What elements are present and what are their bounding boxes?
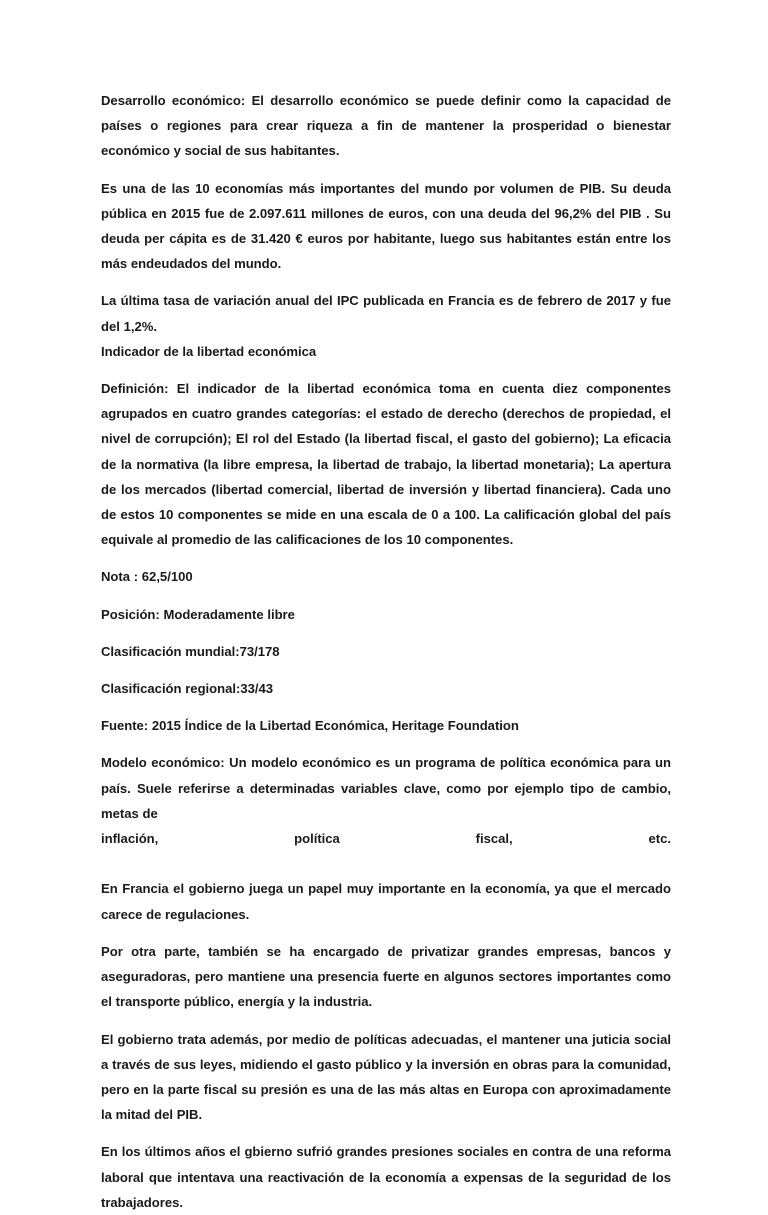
paragraph-body-desarrollo: El desarrollo económico se puede definir como la capacidad de países o regiones para crear riqueza a fin de mantener la prosperidad o bienestar económico y social de sus habitantes. bbox=[101, 93, 671, 159]
paragraph-reforma-laboral: En los últimos años el gbierno sufrió grandes presiones sociales en contra de una reforma laboral que intentava una reactivación de la economía a expensas de la seguridad de los trabajadores. bbox=[101, 1144, 671, 1210]
paragraph-definicion bbox=[101, 376, 671, 552]
paragraph-modelo-continuation: En Francia el gobierno juega un papel muy importante en la economía, ya que el mercado carece de regulaciones. bbox=[101, 881, 671, 922]
paragraph-economias-pib: Es una de las 10 economías más importantes del mundo por volumen de PIB. Su deuda pública en 2015 fue de 2.097.611 millones de euros, con una deuda del 96,2% del PIB . Su deuda per cápita es de 31.420 € euros por habitante, luego sus habitantes están entre los más endeudados del mundo. bbox=[101, 180, 671, 272]
paragraph-clasificacion-mundial: Clasificación mundial:73/178 bbox=[101, 643, 280, 659]
paragraph-modelo-stretched-line: inflación, política fiscal, etc. bbox=[101, 831, 671, 847]
paragraph-body-definicion: El indicador de la libertad económica toma en cuenta diez componentes agrupados en cuatro grandes categorías: el estado de derecho (derechos de propiedad, el nivel de corrupción); El rol del Estado (la libertad fiscal, el gasto del gobierno); La eficacia de la normativa (la libre empresa, la libertad de trabajo, la libertad monetaria); La apertura de los mercados (libertad comercial, libertad de inversión y libertad financiera). Cada uno de estos 10 componentes se mide en una escala de 0 a 100. La calificación global del país equivale al promedio de las calificaciones de los 10 componentes. bbox=[101, 381, 671, 548]
paragraph-posicion: Posición: Moderadamente libre bbox=[101, 606, 295, 622]
document-text-column bbox=[101, 88, 671, 1215]
paragraph-ipc bbox=[101, 288, 671, 364]
paragraph-ipc-line-2: Indicador de la libertad económica bbox=[101, 343, 317, 359]
paragraph-justicia-social: El gobierno trata además, por medio de políticas adecuadas, el mantener una juticia social a través de sus leyes, midiendo el gasto público y la inversión en obras para la comunidad, pero en la parte fiscal su presión es una de las más altas en Europa con aproximadamente la mitad del PIB. bbox=[101, 1031, 671, 1123]
paragraph-lead-label-definicion: Definición: bbox=[101, 381, 169, 397]
paragraph-clasificacion-regional: Clasificación regional:33/43 bbox=[101, 681, 274, 697]
paragraph-lead-label-desarrollo: Desarrollo económico: bbox=[101, 93, 246, 108]
paragraph-fuente: Fuente: 2015 Índice de la Libertad Económica, Heritage Foundation bbox=[101, 718, 519, 734]
paragraph-ipc-line-1: La última tasa de variación anual del IPC publicada en Francia es de febrero de 2017 y fue del 1,2%. bbox=[101, 293, 671, 334]
paragraph-body-modelo: Un modelo económico es un programa de política económica para un país. Suele referirse a determinadas variables clave, como por ejemplo tipo de cambio, metas de bbox=[101, 755, 672, 821]
paragraph-nota: Nota : 62,5/100 bbox=[101, 569, 193, 585]
paragraph-modelo-economico bbox=[101, 750, 671, 926]
paragraph-privatizacion: Por otra parte, también se ha encargado de privatizar grandes empresas, bancos y aseguradoras, pero mantiene una presencia fuerte en algunos sectores importantes como el transporte público, energía y la industria. bbox=[101, 943, 671, 1010]
paragraph-desarrollo-economico bbox=[101, 88, 671, 164]
paragraph-lead-label-modelo: Modelo económico: bbox=[101, 755, 225, 771]
